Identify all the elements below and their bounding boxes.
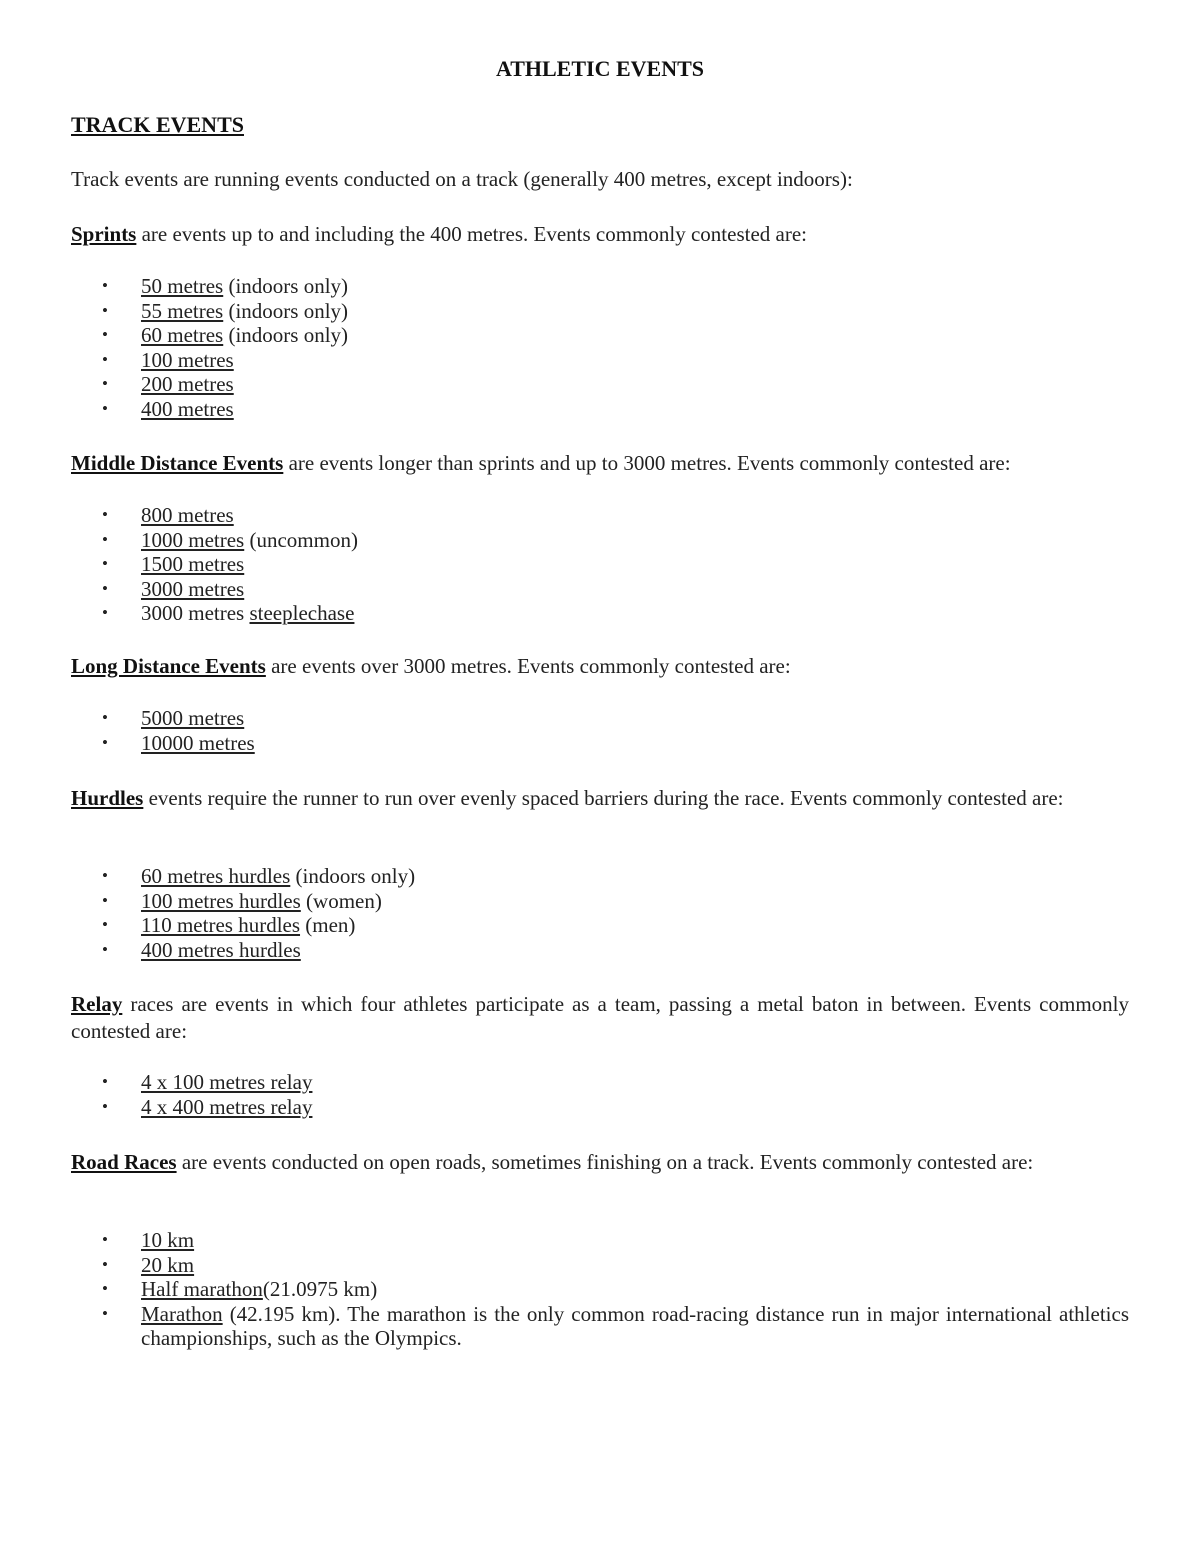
- list-item: [0, 889, 1129, 914]
- sprints-paragraph: [71, 222, 1129, 246]
- page-title: ATHLETIC EVENTS: [495, 56, 705, 81]
- list-item: [0, 1277, 1129, 1302]
- list-item: [0, 864, 1129, 889]
- relay-term-link[interactable]: Relay: [71, 992, 123, 1016]
- event-link[interactable]: 60 metres hurdles: [141, 864, 291, 888]
- steeplechase-link[interactable]: steeplechase: [249, 601, 355, 625]
- road-races-term-link[interactable]: Road Races: [71, 1150, 177, 1174]
- event-note: (uncommon): [244, 527, 358, 552]
- relay-paragraph: [71, 991, 1129, 1045]
- event-note: (men): [300, 913, 356, 937]
- list-item: [0, 397, 1129, 422]
- road-races-list: [0, 1228, 1129, 1350]
- intro-paragraph: Track events are running events conducted on a track (generally 400 metres, except indoors):: [71, 167, 853, 191]
- list-item: [0, 601, 1129, 626]
- event-link[interactable]: 400 metres hurdles: [141, 937, 301, 962]
- list-item: [0, 913, 1129, 938]
- long-distance-description: are events over 3000 metres. Events commonly contested are:: [265, 654, 791, 678]
- sprints-list: [0, 274, 1129, 421]
- list-item: [0, 1228, 1129, 1253]
- list-item: [0, 1253, 1129, 1278]
- list-item: [0, 503, 1129, 528]
- event-note: (indoors only): [223, 298, 349, 323]
- event-link[interactable]: 60 metres: [141, 323, 224, 347]
- list-item: [0, 1302, 1129, 1350]
- event-note: (indoors only): [290, 864, 416, 888]
- list-item: [0, 577, 1129, 602]
- event-link[interactable]: 100 metres: [141, 347, 234, 372]
- list-item: [0, 299, 1129, 324]
- event-link[interactable]: 1500 metres: [141, 552, 245, 576]
- middle-distance-description: are events longer than sprints and up to 3000 metres. Events commonly contested are:: [283, 451, 1011, 475]
- long-distance-paragraph: [71, 654, 1129, 678]
- list-item: [0, 323, 1129, 348]
- event-link[interactable]: 100 metres hurdles: [141, 888, 301, 913]
- sprints-term-link[interactable]: Sprints: [71, 222, 137, 246]
- section-heading-track-events: TRACK EVENTS: [71, 112, 244, 137]
- event-link[interactable]: 4 x 100 metres relay: [141, 1070, 313, 1094]
- road-races-description: are events conducted on open roads, sometimes finishing on a track. Events commonly contested are:: [176, 1150, 1034, 1174]
- list-item: [0, 731, 1129, 756]
- sprints-description: are events up to and including the 400 metres. Events commonly contested are:: [136, 222, 808, 246]
- middle-distance-term-link[interactable]: Middle Distance Events: [71, 451, 284, 475]
- list-item: [0, 372, 1129, 397]
- event-link[interactable]: 400 metres: [141, 396, 234, 421]
- event-link[interactable]: 50 metres: [141, 274, 224, 298]
- event-link[interactable]: 55 metres: [141, 298, 224, 323]
- list-item: [0, 528, 1129, 553]
- event-link[interactable]: 10000 metres: [141, 730, 255, 755]
- marathon-link[interactable]: Marathon: [141, 1301, 223, 1326]
- hurdles-term-link[interactable]: Hurdles: [71, 786, 144, 810]
- event-note: (21.0975 km): [262, 1277, 378, 1301]
- event-prefix: 3000 metres: [141, 601, 250, 625]
- middle-distance-list: [0, 503, 1129, 626]
- event-note: (women): [300, 888, 382, 913]
- list-item: [0, 938, 1129, 963]
- hurdles-list: [0, 864, 1129, 962]
- event-note: (indoors only): [223, 274, 349, 298]
- list-item: [0, 348, 1129, 373]
- road-races-paragraph: [71, 1148, 1129, 1176]
- relay-list: [0, 1070, 1129, 1119]
- event-link[interactable]: 4 x 400 metres relay: [141, 1094, 313, 1119]
- long-distance-term-link[interactable]: Long Distance Events: [71, 654, 266, 678]
- hurdles-description: events require the runner to run over evenly spaced barriers during the race. Events commonly contested are:: [143, 786, 1064, 810]
- middle-distance-paragraph: [71, 451, 1129, 475]
- event-link[interactable]: 200 metres: [141, 372, 234, 396]
- list-item: [0, 552, 1129, 577]
- list-item: [0, 1070, 1129, 1095]
- event-link[interactable]: 800 metres: [141, 503, 234, 527]
- hurdles-paragraph: [71, 784, 1129, 812]
- event-link[interactable]: 20 km: [141, 1252, 195, 1277]
- event-link[interactable]: 110 metres hurdles: [141, 913, 301, 937]
- list-item: [0, 274, 1129, 299]
- event-link[interactable]: 1000 metres: [141, 527, 245, 552]
- event-link[interactable]: 5000 metres: [141, 706, 245, 730]
- event-link[interactable]: 3000 metres: [141, 576, 245, 601]
- relay-description: races are events in which four athletes participate as a team, passing a metal baton in between. Events commonly contested are:: [71, 992, 1129, 1043]
- event-link[interactable]: 10 km: [141, 1228, 195, 1252]
- long-distance-list: [0, 706, 1129, 755]
- event-link[interactable]: Half marathon: [141, 1277, 263, 1301]
- event-note: (indoors only): [223, 323, 349, 347]
- marathon-note: (42.195 km). The marathon is the only common road-racing distance run in major international athletics championships, such as the Olympics.: [141, 1301, 1129, 1350]
- list-item: [0, 706, 1129, 731]
- list-item: [0, 1095, 1129, 1120]
